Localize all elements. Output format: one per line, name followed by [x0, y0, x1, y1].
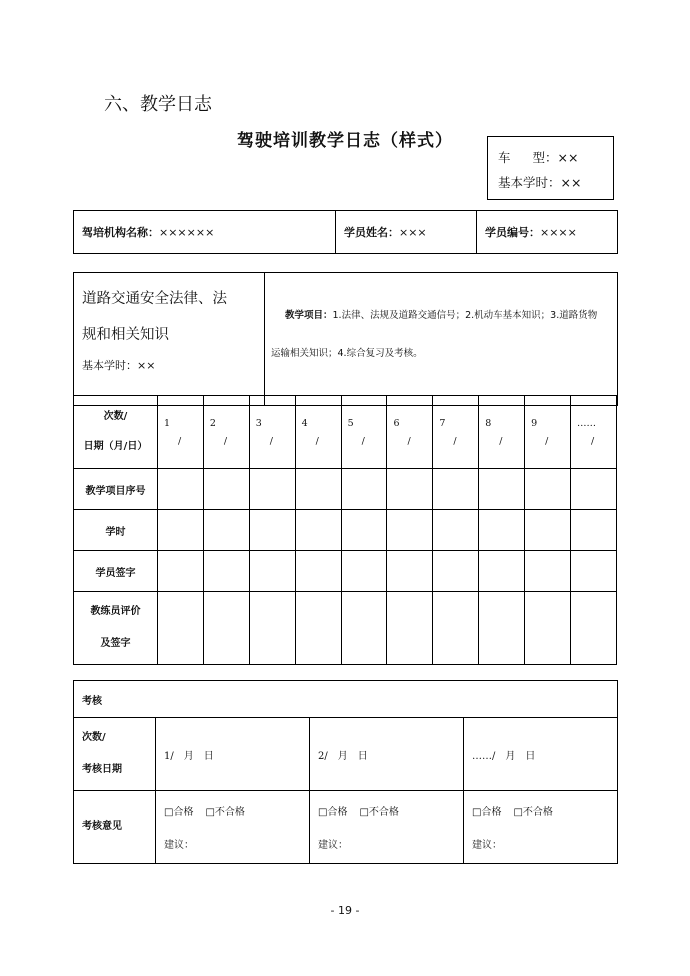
fail-checkbox[interactable]: □不合格 [513, 807, 553, 818]
exam-date-label-line2: 考核日期 [82, 764, 122, 775]
log-date-cell-7 [433, 396, 479, 469]
log-header-coach-line2: 及签字 [100, 638, 131, 649]
document-title: 驾驶培训教学日志（样式） [237, 131, 453, 151]
log-cell[interactable] [341, 592, 387, 665]
log-cell[interactable] [571, 469, 617, 510]
log-cell[interactable] [387, 592, 433, 665]
log-col-num: 4 [301, 418, 308, 429]
log-cell[interactable] [571, 592, 617, 665]
log-col-slash: / [453, 436, 457, 447]
course-items-text1: 1.法律、法规及道路交通信号；2.机动车基本知识；3.道路货物 [332, 310, 598, 321]
log-date-cell-2 [203, 396, 249, 469]
section-heading: 六、教学日志 [104, 94, 212, 115]
log-cell[interactable] [295, 469, 341, 510]
log-header-date [74, 396, 158, 469]
course-basic-hours: 基本学时：×× [82, 359, 156, 372]
page-number: - 19 - [330, 904, 360, 917]
teaching-log-table [73, 395, 617, 665]
log-col-slash: / [315, 436, 319, 447]
log-cell[interactable] [387, 469, 433, 510]
log-col-num: …… [577, 418, 597, 429]
log-cell[interactable] [479, 469, 525, 510]
exam-date-2[interactable]: 2/ 月 日 [310, 718, 464, 791]
log-cell[interactable] [525, 469, 571, 510]
log-col-slash: / [361, 436, 365, 447]
log-row-items [74, 469, 617, 510]
log-cell[interactable] [479, 592, 525, 665]
log-col-num: 9 [531, 418, 538, 429]
log-cell[interactable] [158, 551, 204, 592]
exam-title: 考核 [74, 681, 618, 718]
car-type-label-1: 车 [498, 150, 511, 165]
log-cell[interactable] [203, 551, 249, 592]
basic-hours-value: ×× [560, 175, 582, 190]
log-cell[interactable] [341, 551, 387, 592]
log-cell[interactable] [295, 592, 341, 665]
student-no-cell [477, 211, 618, 254]
log-header-coach-line1: 教练员评价 [90, 606, 141, 617]
log-cell[interactable] [203, 469, 249, 510]
log-row-coach-eval [74, 592, 617, 665]
basic-hours-label: 基本学时： [498, 175, 561, 190]
exam-date-label-line1: 次数/ [82, 732, 106, 743]
log-cell[interactable] [341, 469, 387, 510]
org-name-value: ×××××× [159, 226, 215, 239]
course-items-line2: 运输相关知识；4.综合复习及考核。 [271, 348, 423, 359]
log-col-slash: / [269, 436, 273, 447]
log-cell[interactable] [525, 592, 571, 665]
exam-opinion-2 [310, 791, 464, 864]
log-col-num: 1 [164, 418, 171, 429]
log-cell[interactable] [249, 510, 295, 551]
log-col-slash: / [407, 436, 411, 447]
log-date-cell-3 [249, 396, 295, 469]
log-cell[interactable] [571, 510, 617, 551]
org-name-label: 驾培机构名称： [82, 226, 159, 239]
log-cell[interactable] [387, 510, 433, 551]
log-col-slash: / [591, 436, 595, 447]
log-cell[interactable] [571, 551, 617, 592]
log-cell[interactable] [433, 469, 479, 510]
course-items-line1 [271, 297, 609, 335]
course-subject-cell [74, 273, 265, 406]
log-col-slash: / [223, 436, 228, 447]
log-header-student-sign: 学员签字 [74, 551, 158, 592]
log-cell[interactable] [203, 592, 249, 665]
pass-checkbox[interactable]: □合格 [318, 807, 348, 818]
log-cell[interactable] [249, 551, 295, 592]
course-subject-line2: 规和相关知识 [82, 327, 169, 343]
course-subject-line1: 道路交通安全法律、法 [82, 291, 227, 307]
exam-date-1[interactable]: 1/ 月 日 [156, 718, 310, 791]
log-cell[interactable] [158, 592, 204, 665]
log-col-slash: / [178, 436, 182, 447]
log-col-slash: / [499, 436, 503, 447]
exam-opinion-label: 考核意见 [74, 791, 156, 864]
log-cell[interactable] [158, 469, 204, 510]
course-items-label: 教学项目： [285, 310, 333, 321]
log-cell[interactable] [479, 551, 525, 592]
log-cell[interactable] [525, 510, 571, 551]
log-cell[interactable] [433, 551, 479, 592]
exam-date-row [74, 718, 618, 791]
exam-table [73, 680, 618, 864]
log-col-num: 6 [393, 418, 400, 429]
org-name-cell [74, 211, 336, 254]
log-header-date-line2: 日期（月/日） [83, 441, 148, 452]
log-date-cell-10 [571, 396, 617, 469]
log-col-num: 7 [439, 418, 446, 429]
fail-checkbox[interactable]: □不合格 [359, 807, 399, 818]
log-cell[interactable] [295, 510, 341, 551]
log-row-hours [74, 510, 617, 551]
exam-opinion-1 [156, 791, 310, 864]
log-cell[interactable] [433, 510, 479, 551]
log-row-date [74, 396, 617, 469]
course-table [73, 272, 618, 406]
pass-checkbox[interactable]: □合格 [164, 807, 194, 818]
log-cell[interactable] [249, 592, 295, 665]
log-cell[interactable] [525, 551, 571, 592]
car-type-box [487, 136, 614, 200]
log-col-num: 5 [347, 418, 354, 429]
student-info-table [73, 210, 618, 254]
student-name-value: ××× [399, 226, 427, 239]
exam-title-row [74, 681, 618, 718]
log-cell[interactable] [341, 510, 387, 551]
log-cell[interactable] [295, 551, 341, 592]
student-no-value: ×××× [540, 226, 577, 239]
log-cell[interactable] [479, 510, 525, 551]
log-date-cell-1 [158, 396, 204, 469]
log-header-coach-eval [74, 592, 158, 665]
exam-date-label [74, 718, 156, 791]
log-col-slash: / [545, 436, 549, 447]
log-date-cell-6 [387, 396, 433, 469]
log-cell[interactable] [387, 551, 433, 592]
car-type-value: ×× [557, 150, 579, 165]
log-col-num: 2 [209, 418, 216, 429]
suggestion-label: 建议： [164, 840, 194, 851]
log-header-hours: 学时 [74, 510, 158, 551]
car-type-row [498, 145, 603, 170]
suggestion-label: 建议： [318, 840, 348, 851]
log-cell[interactable] [203, 510, 249, 551]
basic-hours-row [498, 170, 603, 195]
log-col-num: 3 [255, 418, 262, 429]
exam-opinion-row [74, 791, 618, 864]
log-cell[interactable] [433, 592, 479, 665]
log-date-cell-5 [341, 396, 387, 469]
course-items-cell [265, 273, 618, 406]
exam-opinion-3 [464, 791, 618, 864]
student-name-label: 学员姓名： [344, 226, 399, 239]
log-header-date-line1: 次数/ [103, 411, 128, 422]
pass-checkbox[interactable]: □合格 [472, 807, 502, 818]
fail-checkbox[interactable]: □不合格 [205, 807, 245, 818]
log-col-num: 8 [485, 418, 492, 429]
log-header-items: 教学项目序号 [74, 469, 158, 510]
car-type-label-2: 型： [532, 150, 558, 165]
student-no-label: 学员编号： [485, 226, 540, 239]
log-row-student-sign [74, 551, 617, 592]
log-cell[interactable] [249, 469, 295, 510]
exam-date-3[interactable]: ……/ 月 日 [464, 718, 618, 791]
student-name-cell [336, 211, 477, 254]
suggestion-label: 建议： [472, 840, 502, 851]
log-cell[interactable] [158, 510, 204, 551]
log-date-cell-9 [525, 396, 571, 469]
log-date-cell-8 [479, 396, 525, 469]
log-date-cell-4 [295, 396, 341, 469]
